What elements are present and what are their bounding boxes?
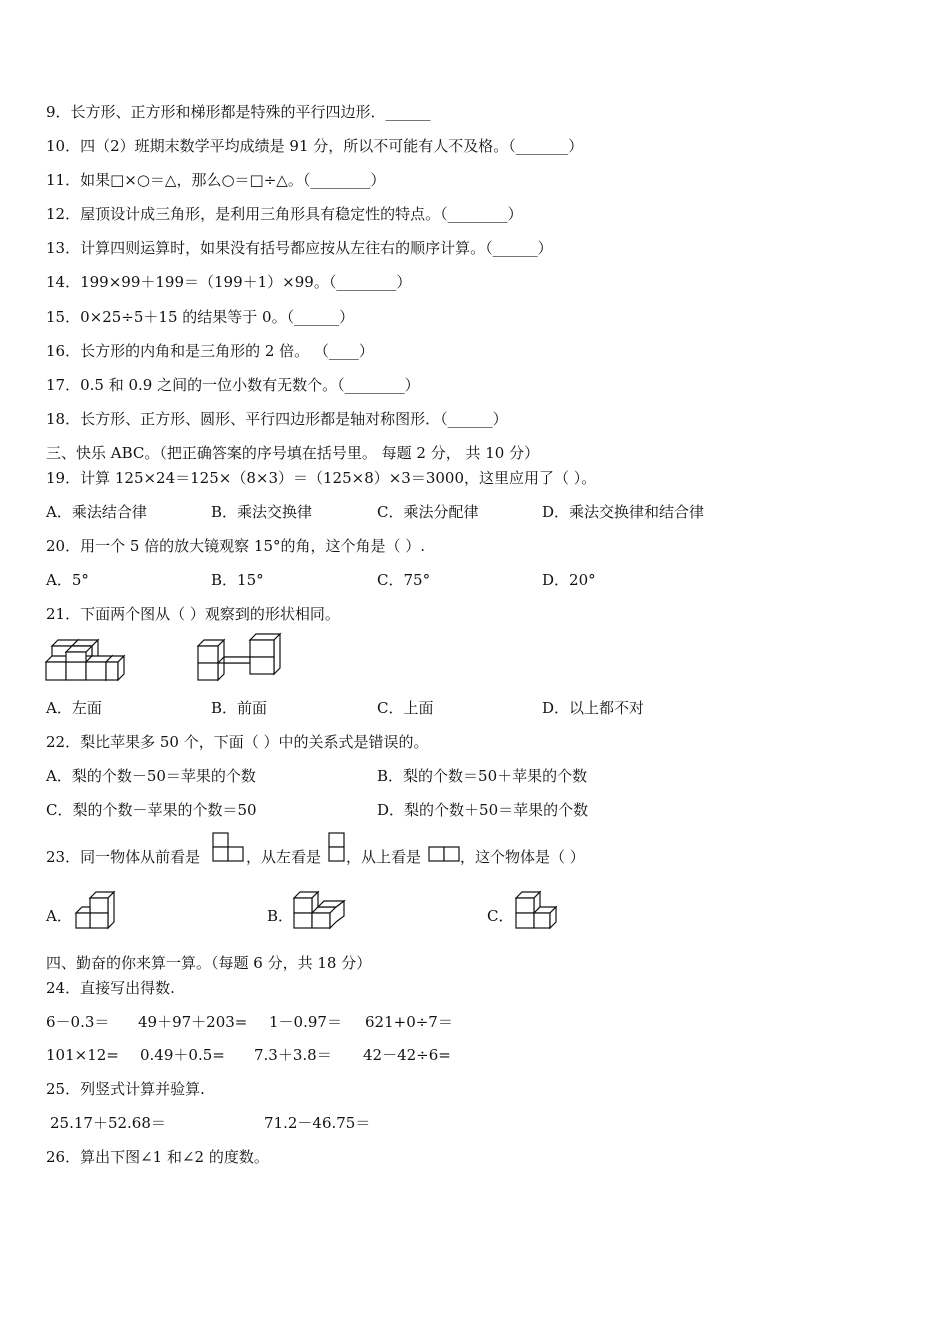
q25-item-2: 71.2－46.75＝	[264, 1114, 371, 1132]
question-19: 19．计算 125×24＝125×（8×3）＝（125×8）×3＝3000，这里应用了（ ）。	[46, 469, 597, 487]
question-17: 17．0.5 和 0.9 之间的一位小数有无数个。（________）	[46, 376, 420, 394]
question-20: 20．用一个 5 倍的放大镜观察 15°的角，这个角是（ ）.	[46, 537, 426, 555]
q22-option-a: A．梨的个数－50＝苹果的个数	[46, 767, 256, 785]
q21-figure-1	[44, 632, 128, 684]
question-15: 15．0×25÷5＋15 的结果等于 0。（______）	[46, 308, 355, 326]
question-21: 21．下面两个图从（ ）观察到的形状相同。	[46, 605, 340, 623]
q23-text-top: ，从上看是	[346, 848, 422, 866]
q22-option-b: B．梨的个数＝50＋苹果的个数	[377, 767, 588, 785]
question-24: 24．直接写出得数.	[46, 979, 175, 997]
section-4-heading: 四、勤奋的你来算一算。（每题 6 分，共 18 分）	[46, 954, 372, 972]
q23-left-view	[328, 832, 346, 862]
q24-r1-item-4: 621+0÷7＝	[365, 1013, 453, 1031]
question-26: 26．算出下图∠1 和∠2 的度数。	[46, 1148, 269, 1166]
question-14: 14．199×99＋199＝（199＋1）×99。（________）	[46, 273, 412, 291]
question-22: 22．梨比苹果多 50 个，下面（ ）中的关系式是错误的。	[46, 733, 429, 751]
question-16: 16．长方形的内角和是三角形的 2 倍。 （____）	[46, 342, 374, 360]
question-25: 25．列竖式计算并验算.	[46, 1080, 205, 1098]
q19-option-b: B．乘法交换律	[211, 503, 313, 521]
q23-front-view	[212, 832, 244, 862]
question-23	[46, 847, 200, 867]
question-11: 11．如果□×○＝△，那么○＝□÷△。（________）	[46, 171, 386, 189]
q21-option-a: A．左面	[46, 699, 102, 717]
q20-option-a: A．5°	[46, 571, 89, 589]
question-13: 13．计算四则运算时，如果没有括号都应按从左往右的顺序计算。（______）	[46, 239, 553, 257]
question-12: 12．屋顶设计成三角形，是利用三角形具有稳定性的特点。（________）	[46, 205, 523, 223]
q21-option-b: B．前面	[211, 699, 268, 717]
q22-option-c: C．梨的个数－苹果的个数＝50	[46, 801, 257, 819]
q23-text-end: ，这个物体是（ ）	[460, 848, 585, 866]
q20-option-c: C．75°	[377, 571, 431, 589]
q23-text-front: 23．同一物体从前看是	[46, 848, 201, 866]
q23-option-b-figure	[292, 888, 348, 932]
q20-option-d: D．20°	[542, 571, 596, 589]
q23-option-a: A．	[46, 907, 72, 925]
q25-item-1: 25.17＋52.68＝	[50, 1114, 166, 1132]
q24-r2-item-2: 0.49＋0.5=	[140, 1046, 225, 1064]
q24-r2-item-4: 42－42÷6=	[363, 1046, 451, 1064]
question-9: 9．长方形、正方形和梯形都是特殊的平行四边形．______	[46, 103, 431, 121]
q23-top-view	[428, 846, 460, 863]
q19-option-d: D．乘法交换律和结合律	[542, 503, 705, 521]
question-10: 10．四（2）班期末数学平均成绩是 91 分，所以不可能有人不及格。（_______）	[46, 137, 584, 155]
q23-option-c: C．	[487, 907, 514, 925]
q21-figure-2	[194, 632, 290, 684]
q21-option-d: D．以上都不对	[542, 699, 645, 717]
q24-r2-item-3: 7.3＋3.8＝	[254, 1046, 332, 1064]
q21-option-c: C．上面	[377, 699, 434, 717]
q20-option-b: B．15°	[211, 571, 264, 589]
q19-option-a: A．乘法结合律	[46, 503, 147, 521]
q24-r2-item-1: 101×12=	[46, 1046, 119, 1064]
q23-text-left: ，从左看是	[246, 848, 322, 866]
section-3-heading: 三、快乐 ABC。（把正确答案的序号填在括号里。 每题 2 分， 共 10 分）	[46, 444, 540, 462]
q23-option-a-figure	[74, 888, 118, 932]
q24-r1-item-2: 49＋97＋203=	[138, 1013, 248, 1031]
q23-option-b: B．	[267, 907, 294, 925]
q19-option-c: C．乘法分配律	[377, 503, 479, 521]
q24-r1-item-3: 1－0.97＝	[269, 1013, 342, 1031]
question-18: 18．长方形、正方形、圆形、平行四边形都是轴对称图形．（______）	[46, 410, 508, 428]
q22-option-d: D．梨的个数＋50＝苹果的个数	[377, 801, 589, 819]
q23-option-c-figure	[514, 888, 562, 932]
q24-r1-item-1: 6－0.3＝	[46, 1013, 110, 1031]
